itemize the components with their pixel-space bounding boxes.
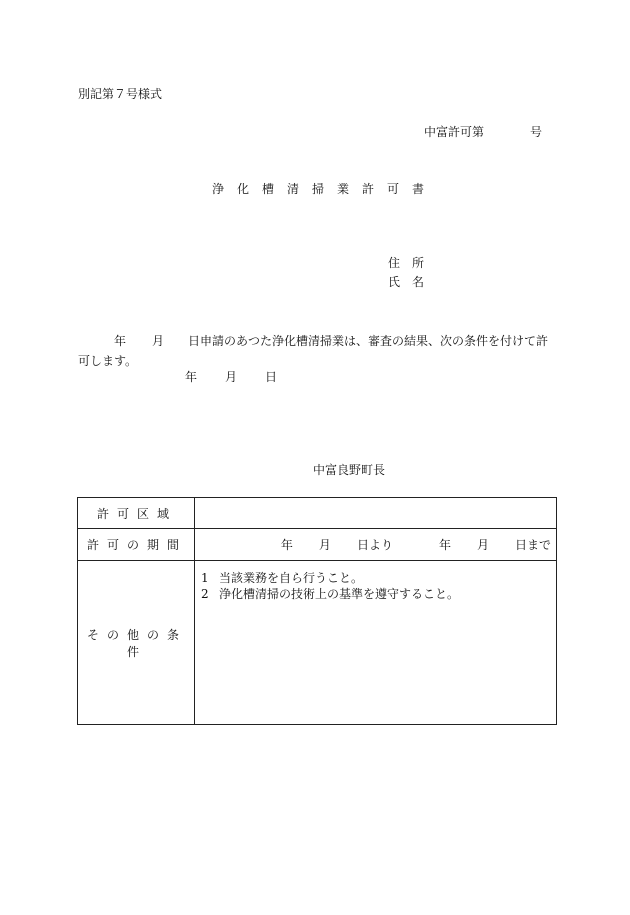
table-row-conditions — [78, 561, 557, 725]
document-title: 浄化槽清掃業許可書 — [212, 182, 438, 196]
condition-number: 2 — [201, 587, 209, 601]
permit-body-text — [78, 331, 558, 371]
period-from-month: 月 — [318, 538, 331, 552]
condition-item — [201, 570, 550, 586]
period-from-year: 年 — [280, 538, 293, 552]
issue-month: 月 — [225, 370, 238, 384]
conditions-label: その他の条件 — [78, 561, 195, 725]
area-value — [195, 498, 557, 529]
issue-year: 年 — [185, 370, 198, 384]
form-number: 別記第７号様式 — [78, 87, 163, 101]
period-to-day: 日まで — [514, 538, 551, 552]
period-to-year: 年 — [438, 538, 451, 552]
issue-day: 日 — [265, 370, 278, 384]
table-row-period — [78, 529, 557, 561]
conditions-list — [195, 561, 557, 725]
period-from-day: 日より — [356, 538, 393, 552]
area-label: 許可区域 — [78, 498, 195, 529]
address-label: 住 所 — [388, 256, 425, 270]
condition-text: 浄化槽清掃の技術上の基準を遵守すること。 — [219, 587, 460, 601]
permit-number-suffix: 号 — [530, 125, 543, 139]
permit-table — [77, 497, 557, 725]
period-to-month: 月 — [476, 538, 489, 552]
issuer-name: 中富良野町長 — [313, 463, 386, 477]
condition-number: 1 — [201, 571, 209, 585]
period-label: 許可の期間 — [78, 529, 195, 561]
condition-text: 当該業務を自ら行うこと。 — [219, 571, 364, 585]
table-row-area — [78, 498, 557, 529]
name-label: 氏 名 — [388, 275, 425, 289]
permit-number-prefix: 中富許可第 — [424, 125, 485, 139]
period-value — [195, 529, 557, 561]
issue-date — [185, 369, 277, 385]
body-month: 月 — [152, 334, 165, 348]
body-text: 日申請のあつた浄化槽清掃業は、審査の結果、次の条件を付けて許可します。 — [78, 334, 549, 368]
body-year: 年 — [114, 334, 127, 348]
permit-number — [424, 124, 542, 140]
condition-item — [201, 586, 550, 602]
